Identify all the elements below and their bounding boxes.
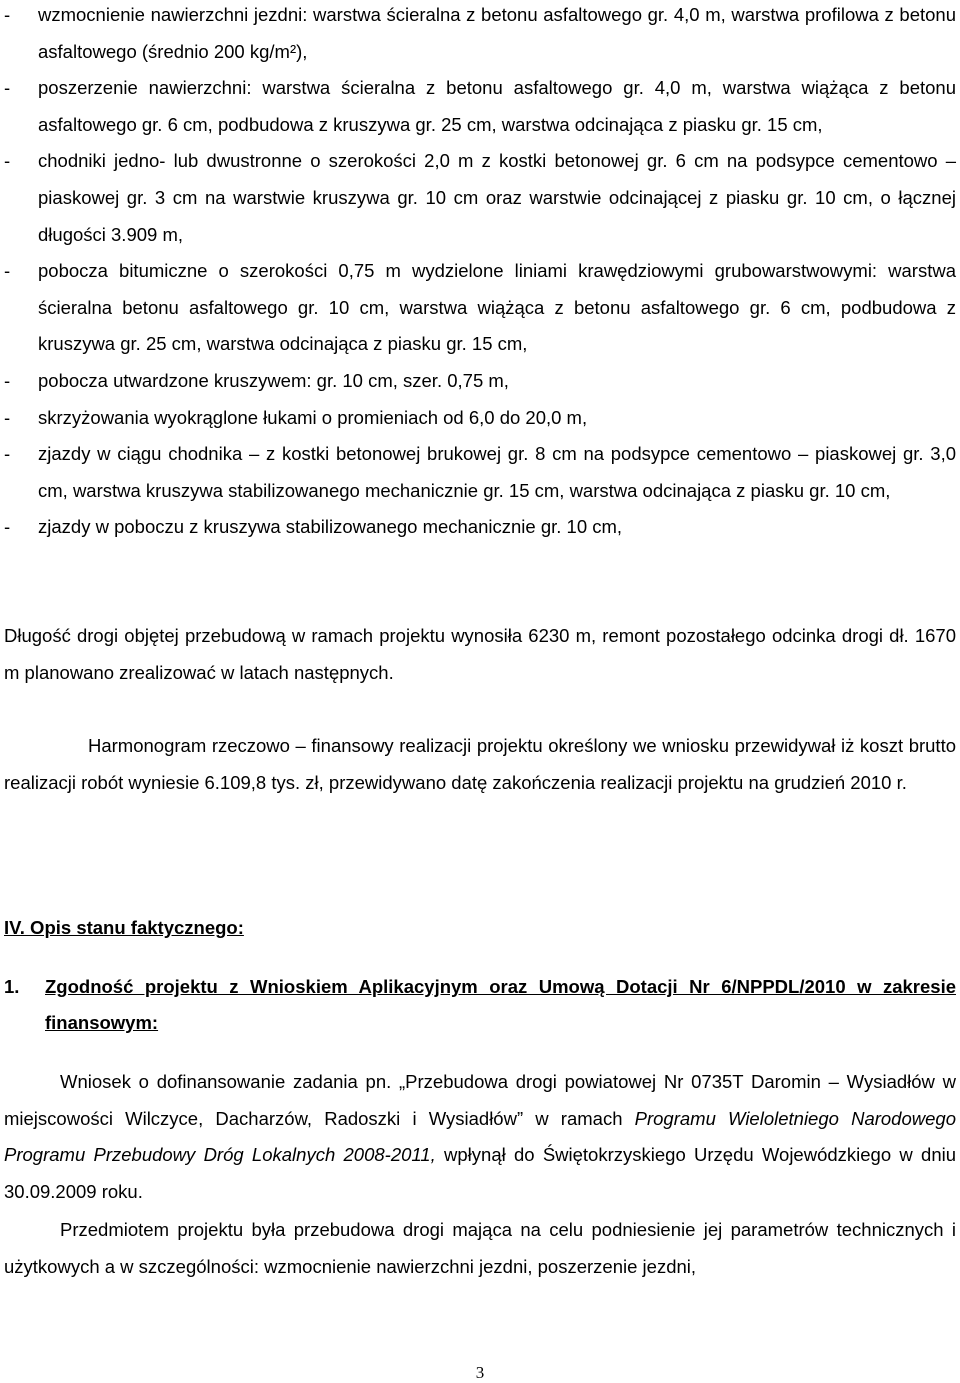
list-dash: - <box>4 516 11 538</box>
list-item-text: wzmocnienie nawierzchni jezdni: warstwa ścieralna z betonu asfaltowego gr. 4,0 m, warstwa profilowa z betonu asfaltowego (średnio 200 kg/m²), <box>38 4 956 62</box>
application-text-1: Wniosek o dofinansowanie zadania pn. „Przebudowa drogi powiatowej Nr 0735T Daromin – Wysiadłów w miejscowości Wilczyce, Dacharzów, Radoszki i Wysiadłów” w ramach <box>4 1071 956 1129</box>
list-item <box>4 0 956 70</box>
project-subject-paragraph: Przedmiotem projektu była przebudowa drogi mająca na celu podniesienie jej parametrów technicznych i użytkowych a w szczególności: wzmocnienie nawierzchni jezdni, poszerzenie jezdni, <box>4 1219 956 1277</box>
list-item-text: zjazdy w ciągu chodnika – z kostki betonowej brukowej gr. 8 cm na podsypce cementowo – piaskowej gr. 3,0 cm, warstwa kruszywa stabilizowanego mechanicznie gr. 15 cm, warstwa odcinająca z piasku gr. 10 cm, <box>38 443 956 501</box>
list-dash: - <box>4 77 11 99</box>
list-item-text: pobocza utwardzone kruszywem: gr. 10 cm, szer. 0,75 m, <box>38 369 509 391</box>
scope-list <box>4 0 956 546</box>
section-title: Zgodność projektu z Wnioskiem Aplikacyjnym oraz Umową Dotacji Nr 6/NPPDL/2010 w zakresie finansowym: <box>45 976 956 1033</box>
list-dash: - <box>4 4 11 25</box>
list-item <box>4 363 956 400</box>
page-number: 3 <box>475 1363 485 1382</box>
list-item <box>4 70 956 143</box>
list-item <box>4 253 956 363</box>
list-item-text: skrzyżowania wyokrąglone łukami o promieniach od 6,0 do 20,0 m, <box>38 406 588 428</box>
application-paragraph <box>4 1064 956 1210</box>
list-dash: - <box>4 150 11 172</box>
list-dash: - <box>4 260 11 282</box>
section-heading-iv: IV. Opis stanu faktycznego: <box>4 917 244 938</box>
list-item-text: zjazdy w poboczu z kruszywa stabilizowanego mechanicznie gr. 10 cm, <box>38 516 623 538</box>
list-dash: - <box>4 443 11 465</box>
list-dash: - <box>4 406 11 428</box>
section-1-heading <box>4 969 956 1041</box>
section-number: 1. <box>4 976 20 997</box>
list-item <box>4 400 956 437</box>
list-item-text: pobocza bitumiczne o szerokości 0,75 m wydzielone liniami krawędziowymi grubowarstwowymi: warstwa ścieralna betonu asfaltowego gr. 10 cm, warstwa wiążąca z betonu asfaltowego gr. 6 cm, podbudowa z kruszywa gr. 25 cm, warstwa odcinająca z piasku gr. 15 cm, <box>38 260 956 355</box>
list-item <box>4 143 956 253</box>
list-dash: - <box>4 369 11 391</box>
schedule-paragraph: Harmonogram rzeczowo – finansowy realizacji projektu określony we wniosku przewidywał iż koszt brutto realizacji robót wyniesie 6.109,8 tys. zł, przewidywano datę zakończenia realizacji projektu na grudzień 2010 r. <box>4 735 956 793</box>
list-item-text: chodniki jedno- lub dwustronne o szerokości 2,0 m z kostki betonowej gr. 6 cm na podsypce cementowo – piaskowej gr. 3 cm na warstwie kruszywa gr. 10 cm oraz warstwie odcinającej z piasku gr. 10 cm, o łącznej długości 3.909 m, <box>38 150 956 245</box>
list-item <box>4 509 956 546</box>
program-name: Programu Wieloletniego Narodowego Programu Przebudowy Dróg Lokalnych 2008-2011, <box>4 1107 956 1165</box>
application-text-2: wpłynął do Świętokrzyskiego Urzędu Wojewódzkiego w dniu 30.09.2009 roku. <box>4 1144 957 1202</box>
list-item <box>4 436 956 509</box>
road-length-paragraph: Długość drogi objętej przebudową w ramach projektu wynosiła 6230 m, remont pozostałego odcinka drogi dł. 1670 m planowano zrealizować w latach następnych. <box>4 625 956 683</box>
list-item-text: poszerzenie nawierzchni: warstwa ścieralna z betonu asfaltowego gr. 4,0 m, warstwa wiążąca z betonu asfaltowego gr. 6 cm, podbudowa z kruszywa gr. 25 cm, warstwa odcinająca z piasku gr. 15 cm, <box>38 77 956 135</box>
